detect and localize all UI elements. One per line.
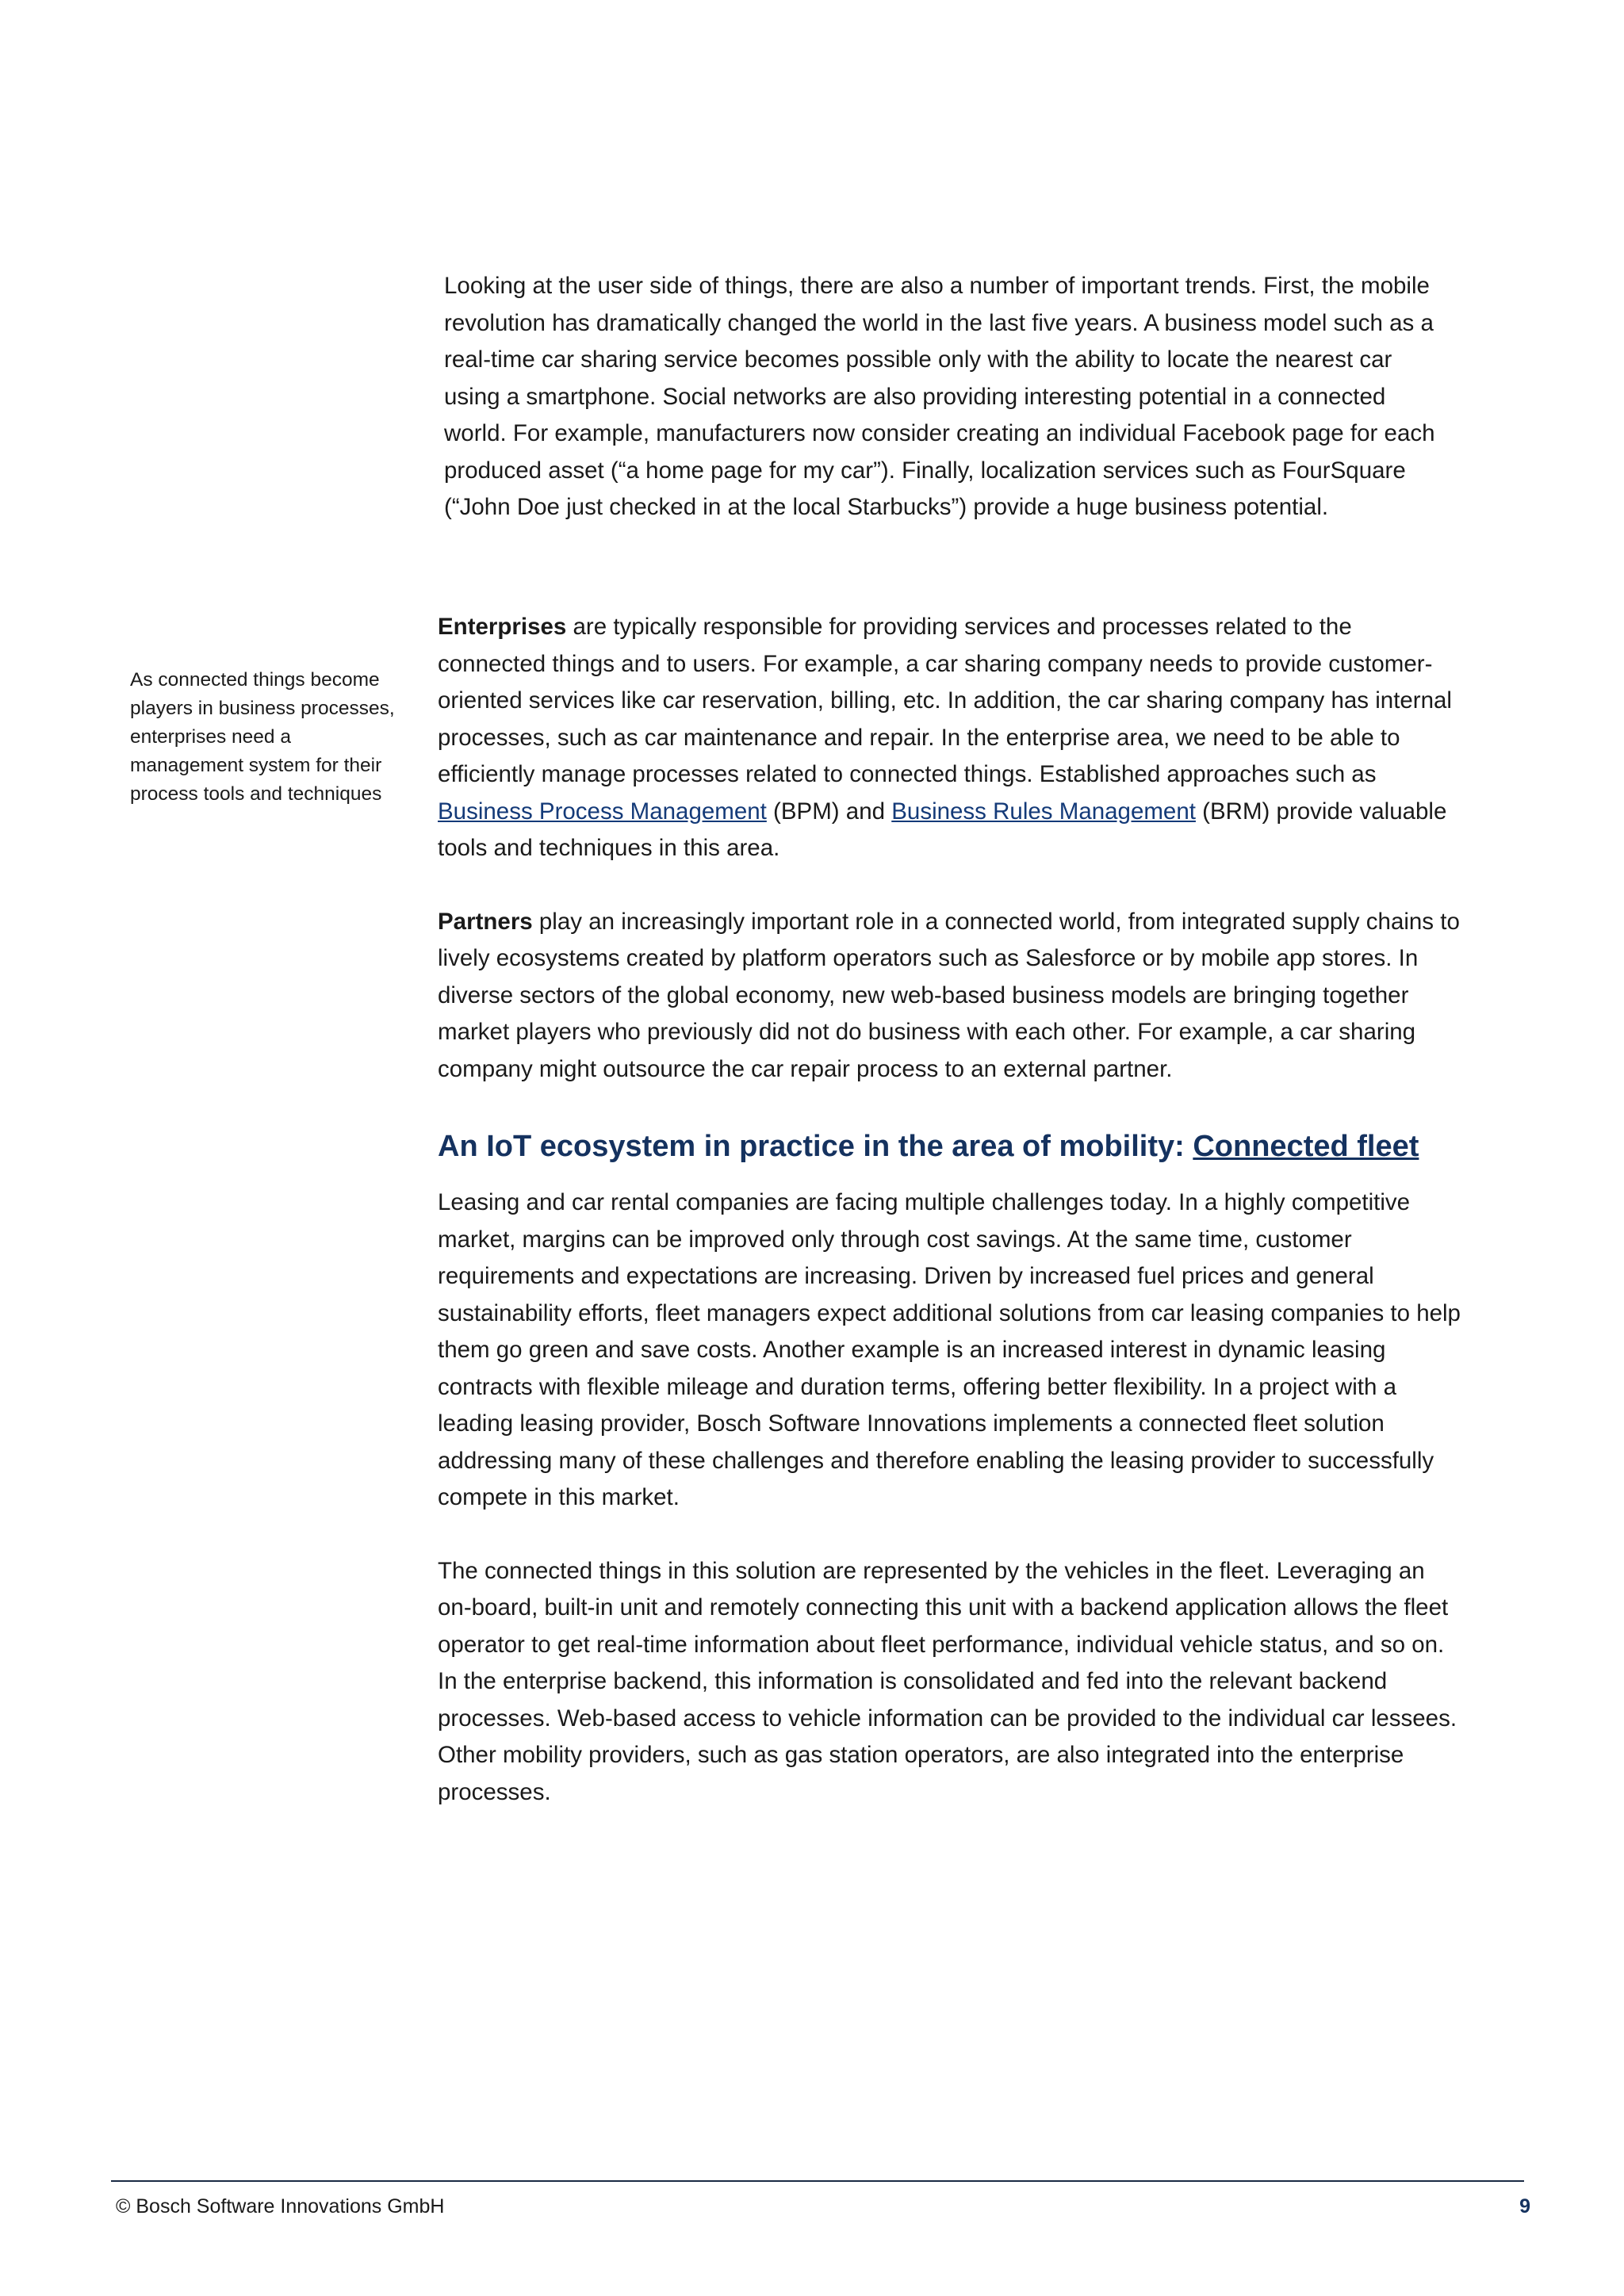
enterprises-text-3: (BRM) provide valuable tools and techniques in this area. [438, 798, 1447, 861]
leasing-paragraph: Leasing and car rental companies are facing multiple challenges today. In a highly competitive market, margins can be improved only through cost savings. At the same time, customer requirements and expectations are increasing. Driven by increased fuel prices and general sustainability efforts, fleet managers expect additional solutions from car leasing companies to help them go green and save costs. Another example is an increased interest in dynamic leasing contracts with flexible mileage and duration terms, offering better flexibility. In a project with a leading leasing provider, Bosch Software Innovations implements a connected fleet solution addressing many of these challenges and therefore enabling the leasing provider to successfully compete in this market. [438, 1189, 1461, 1510]
brm-link[interactable]: Business Rules Management [891, 798, 1196, 825]
intro-paragraph: Looking at the user side of things, there are also a number of important trends. First, the mobile revolution has dramatically changed the world in the last five years. A business model such as a real-time car sharing service becomes possible only with the ability to locate the nearest car using a smartphone. Social networks are also providing interesting potential in a connected world. For example, manufacturers now consider creating an individual Facebook page for each produced asset (“a home page for my car”). Finally, localization services such as FourSquare (“John Doe just checked in at the local Starbucks”) provide a huge business potential. [444, 273, 1435, 520]
connected-things-paragraph: The connected things in this solution are represented by the vehicles in the fleet. Leveraging an on-board, built-in unit and remotely connecting this unit with a backend application allows the fleet operator to get real-time information about fleet performance, individual vehicle status, and so on. In the enterprise backend, this information is consolidated and fed into the relevant backend processes. Web-based access to vehicle information can be provided to the individual car lessees. Other mobility providers, such as gas station operators, are also integrated into the enterprise processes. [438, 1557, 1457, 1805]
section-heading [438, 1124, 1461, 1169]
footer-copyright: © Bosch Software Innovations GmbH [116, 2195, 445, 2218]
main-content [438, 609, 1461, 1847]
footer-divider [111, 2180, 1524, 2182]
margin-note: As connected things become players in business processes, enterprises need a management system for their process tools and techniques [130, 669, 395, 805]
bpm-link[interactable]: Business Process Management [438, 798, 767, 825]
enterprises-text-1: are typically responsible for providing services and processes related to the connected things and to users. For example, a car sharing company needs to provide customer-oriented services like car reservation, billing, etc. In addition, the car sharing company has internal processes, such as car maintenance and repair. In the enterprise area, we need to be able to efficiently manage processes related to connected things. Established approaches such as [438, 614, 1452, 787]
page-number: 9 [1519, 2195, 1530, 2218]
connected-fleet-link[interactable]: Connected fleet [1193, 1130, 1419, 1163]
partners-text: play an increasingly important role in a connected world, from integrated supply chains to lively ecosystems created by platform operators such as Salesforce or by mobile app stores. In diverse sectors of the global economy, new web-based business models are bringing together market players who previously did not do business with each other. For example, a car sharing company might outsource the car repair process to an external partner. [438, 908, 1460, 1082]
enterprises-text-2: (BPM) and [766, 798, 892, 825]
partners-term: Partners [438, 908, 533, 935]
section-heading-text: An IoT ecosystem in practice in the area of mobility: [438, 1130, 1193, 1163]
enterprises-paragraph [438, 609, 1461, 867]
partners-paragraph [438, 904, 1461, 1089]
enterprises-term: Enterprises [438, 614, 567, 640]
